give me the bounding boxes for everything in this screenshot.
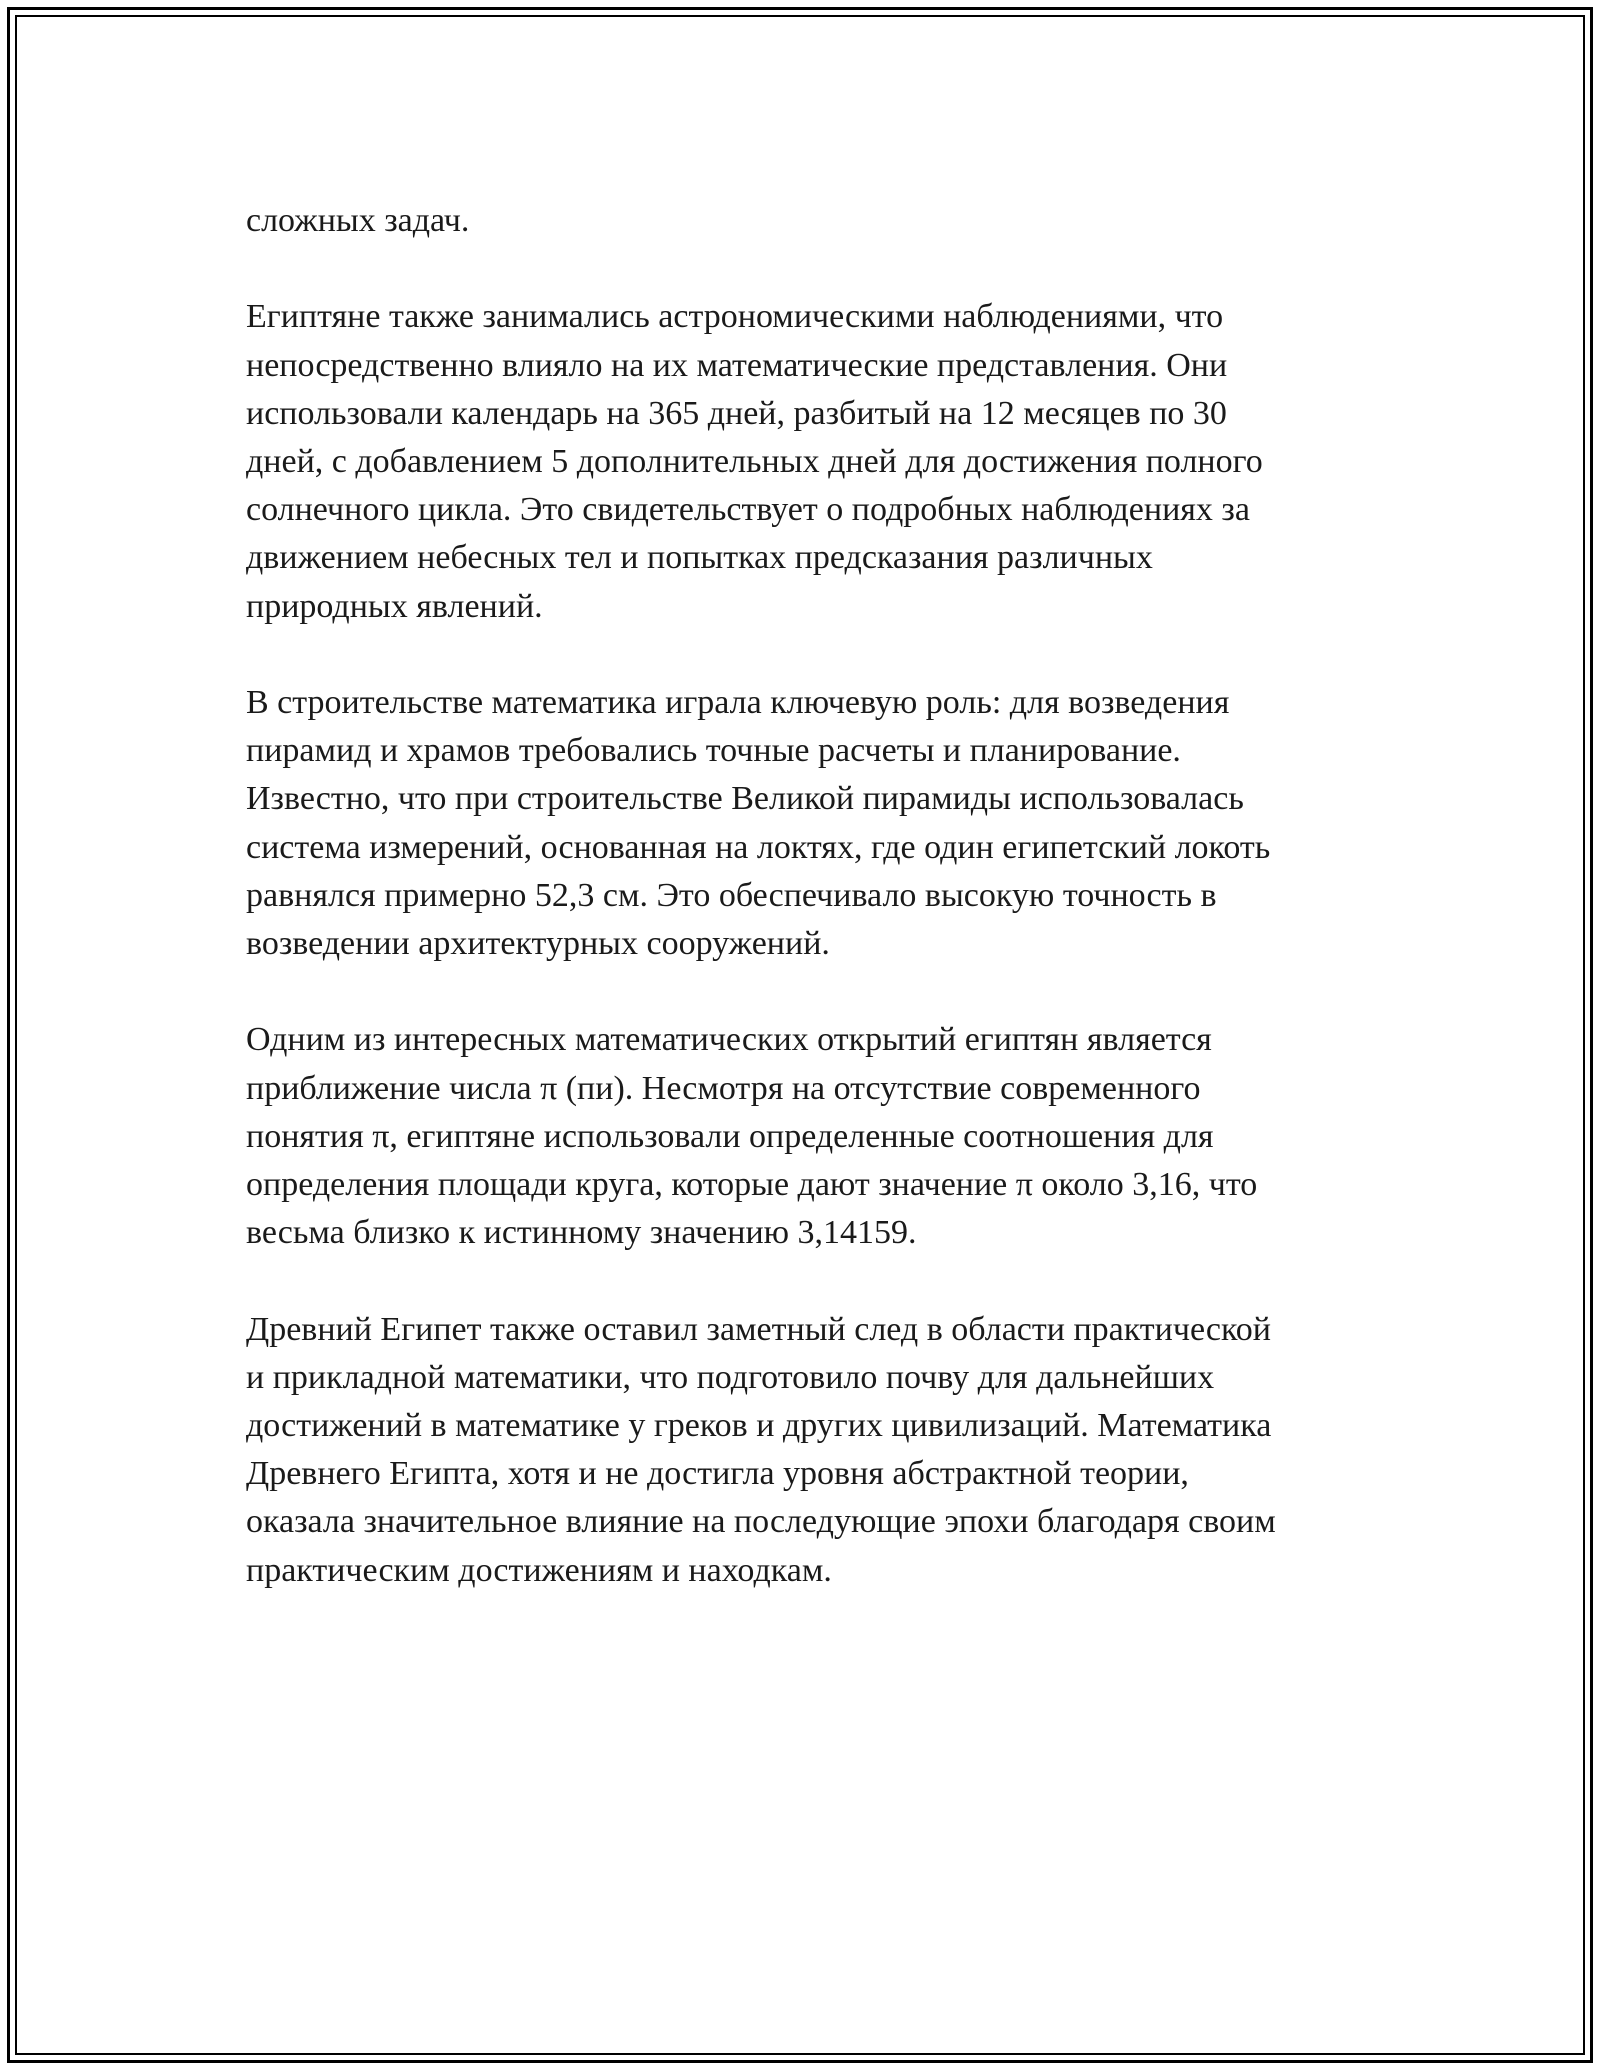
paragraph-2 (246, 293, 1376, 630)
paragraph-1 (246, 197, 1376, 245)
text-line: понятия π, египтяне использовали определенные соотношения для (246, 1117, 1214, 1155)
text-line: система измерений, основанная на локтях, где один египетский локоть (246, 828, 1271, 866)
text-line: весьма близко к истинному значению 3,14159. (246, 1214, 917, 1252)
text-line: использовали календарь на 365 дней, разбитый на 12 месяцев по 30 (246, 394, 1227, 432)
text-line: приближение числа π (пи). Несмотря на отсутствие современного (246, 1069, 1201, 1107)
paragraph-3 (246, 679, 1376, 968)
text-line: возведении архитектурных сооружений. (246, 925, 830, 963)
text-line: достижений в математике у греков и других цивилизаций. Математика (246, 1407, 1272, 1445)
text-line: Одним из интересных математических открытий египтян является (246, 1021, 1212, 1059)
text-line: Египтяне также занимались астрономическими наблюдениями, что (246, 298, 1224, 336)
text-line: практическим достижениям и находкам. (246, 1551, 832, 1589)
text-line: равнялся примерно 52,3 см. Это обеспечивало высокую точность в (246, 876, 1217, 914)
text-line: Известно, что при строительстве Великой пирамиды использовалась (246, 780, 1244, 818)
text-line: пирамид и храмов требовались точные расчеты и планирование. (246, 732, 1181, 770)
text-line: и прикладной математики, что подготовило почву для дальнейших (246, 1358, 1215, 1396)
text-line: природных явлений. (246, 587, 543, 625)
text-line: дней, с добавлением 5 дополнительных дней для достижения полного (246, 443, 1263, 480)
text-line: В строительстве математика играла ключевую роль: для возведения (246, 684, 1230, 721)
text-line: непосредственно влияло на их математические представления. Они (246, 346, 1228, 384)
text-line: Древний Египет также оставил заметный след в области практической (246, 1310, 1271, 1348)
text-line: движением небесных тел и попытках предсказания различных (246, 539, 1153, 577)
document-body (246, 197, 1376, 1643)
text-line: солнечного цикла. Это свидетельствует о подробных наблюдениях за (246, 491, 1250, 529)
paragraph-4 (246, 1016, 1376, 1257)
text-line: Древнего Египта, хотя и не достигла уровня абстрактной теории, (246, 1455, 1189, 1493)
text-line: определения площади круга, которые дают значение π около 3,16, что (246, 1166, 1258, 1204)
text-line: оказала значительное влияние на последующие эпохи благодаря своим (246, 1503, 1276, 1541)
text-line: сложных задач. (246, 202, 470, 239)
document-page (7, 7, 1593, 2063)
paragraph-5 (246, 1306, 1376, 1595)
